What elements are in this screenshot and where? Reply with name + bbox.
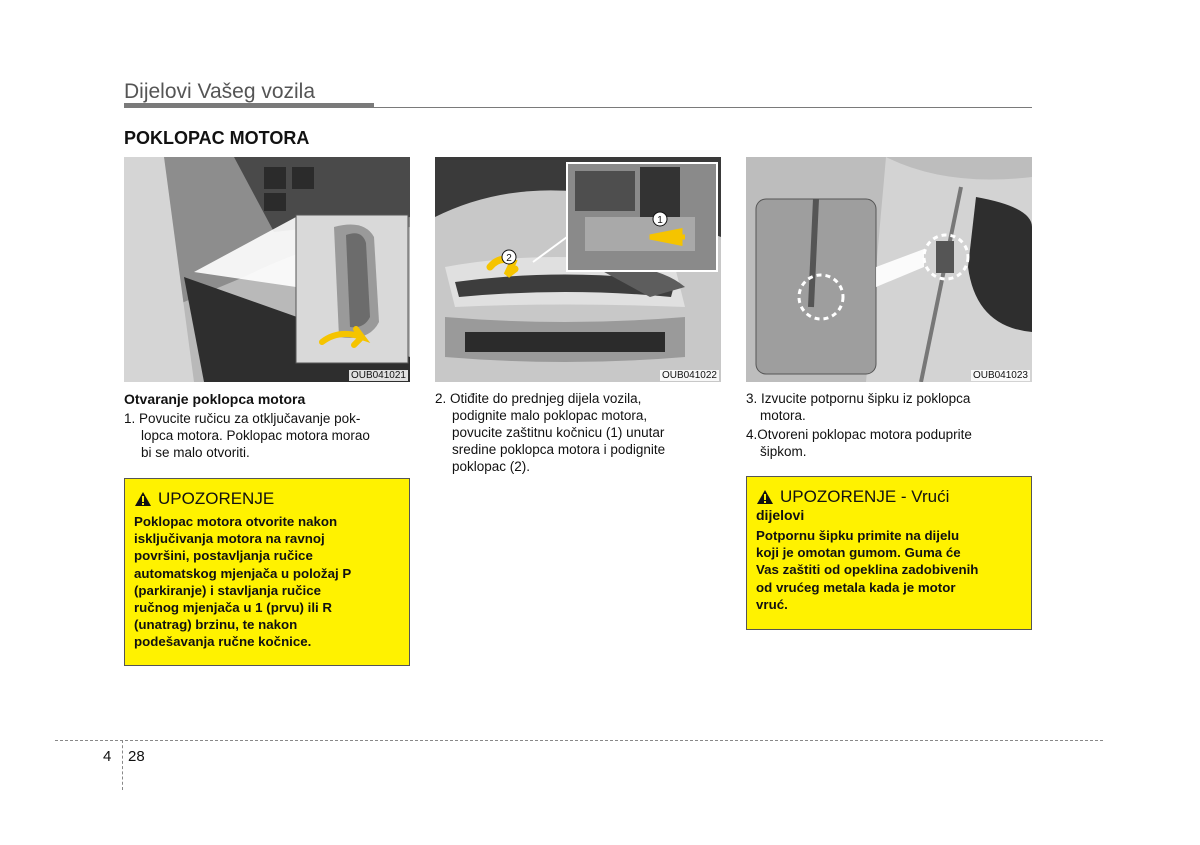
warning-title-text: UPOZORENJE xyxy=(158,489,275,508)
warning-line: od vrućeg metala kada je motor xyxy=(756,579,956,595)
figure-support-rod xyxy=(746,157,1032,382)
warning-line: Poklopac motora otvorite nakon xyxy=(134,514,338,529)
warning-line: površini, postavljanja ručice xyxy=(134,548,313,564)
warning-line: isključivanja motora na ravnoj xyxy=(134,531,325,547)
text-line: bi se malo otvoriti. xyxy=(141,445,250,460)
figure-code: OUB041022 xyxy=(661,370,717,381)
warning-line: ručnog mjenjača u 1 (prvu) ili R xyxy=(134,600,333,616)
page-number: 28 xyxy=(128,748,145,765)
warning-line: Potpornu šipku primite na dijelu xyxy=(756,528,960,543)
warning-line: (parkiranje) i stavljanja ručice xyxy=(134,582,321,598)
text-line: sredine poklopca motora i podignite xyxy=(452,442,666,457)
warning-title-line2: dijelovi xyxy=(756,507,805,523)
text-line: 4.Otvoreni poklopac motora poduprite xyxy=(746,427,972,442)
warning-icon xyxy=(134,491,152,507)
step-2-text xyxy=(435,390,665,475)
step-3-4-text xyxy=(746,390,972,460)
warning-title xyxy=(134,489,400,509)
figure-code: OUB041021 xyxy=(350,370,406,381)
chapter-title: Dijelovi Vašeg vozila xyxy=(124,80,316,103)
text-line: motora. xyxy=(760,408,806,423)
text-line: 1. Povucite ručicu za otključavanje pok- xyxy=(124,411,361,426)
warning-line: Vas zaštiti od opeklina zadobivenih xyxy=(756,562,979,578)
warning-title-text: UPOZORENJE - Vrući xyxy=(780,487,950,506)
subsection-heading: Otvaranje poklopca motora xyxy=(124,391,306,407)
figure-vehicle-front xyxy=(435,157,721,382)
step-1-text xyxy=(124,410,370,461)
warning-line: koji je omotan gumom. Guma će xyxy=(756,545,961,561)
text-line: lopca motora. Poklopac motora morao xyxy=(141,428,370,443)
callout-2: 2 xyxy=(506,253,512,264)
warning-title xyxy=(756,487,1022,507)
header-rule xyxy=(374,107,1032,108)
header-accent-bar xyxy=(124,103,374,108)
section-title: POKLOPAC MOTORA xyxy=(124,128,310,148)
warning-box-hot-parts xyxy=(746,476,1032,630)
warning-line: podešavanja ručne kočnice. xyxy=(134,634,312,650)
footer-divider xyxy=(122,740,123,790)
warning-box xyxy=(124,478,410,666)
chapter-number: 4 xyxy=(103,748,112,765)
text-line: 2. Otiđite do prednjeg dijela vozila, xyxy=(435,391,642,406)
text-line: poklopac (2). xyxy=(452,459,531,474)
text-line: podignite malo poklopac motora, xyxy=(452,408,648,423)
warning-text xyxy=(134,513,400,651)
footer-rule xyxy=(55,740,1103,741)
text-line: povucite zaštitnu kočnicu (1) unutar xyxy=(452,425,665,440)
warning-text xyxy=(756,527,1022,613)
figure-code: OUB041023 xyxy=(972,370,1028,381)
text-line: šipkom. xyxy=(760,444,807,459)
warning-line: automatskog mjenjača u položaj P xyxy=(134,565,352,581)
warning-icon xyxy=(756,489,774,505)
text-line: 3. Izvucite potpornu šipku iz poklopca xyxy=(746,391,971,406)
warning-line: vruć. xyxy=(756,596,788,612)
callout-1: 1 xyxy=(657,215,663,226)
warning-line: (unatrag) brzinu, te nakon xyxy=(134,617,298,633)
figure-hood-release-lever xyxy=(124,157,410,382)
